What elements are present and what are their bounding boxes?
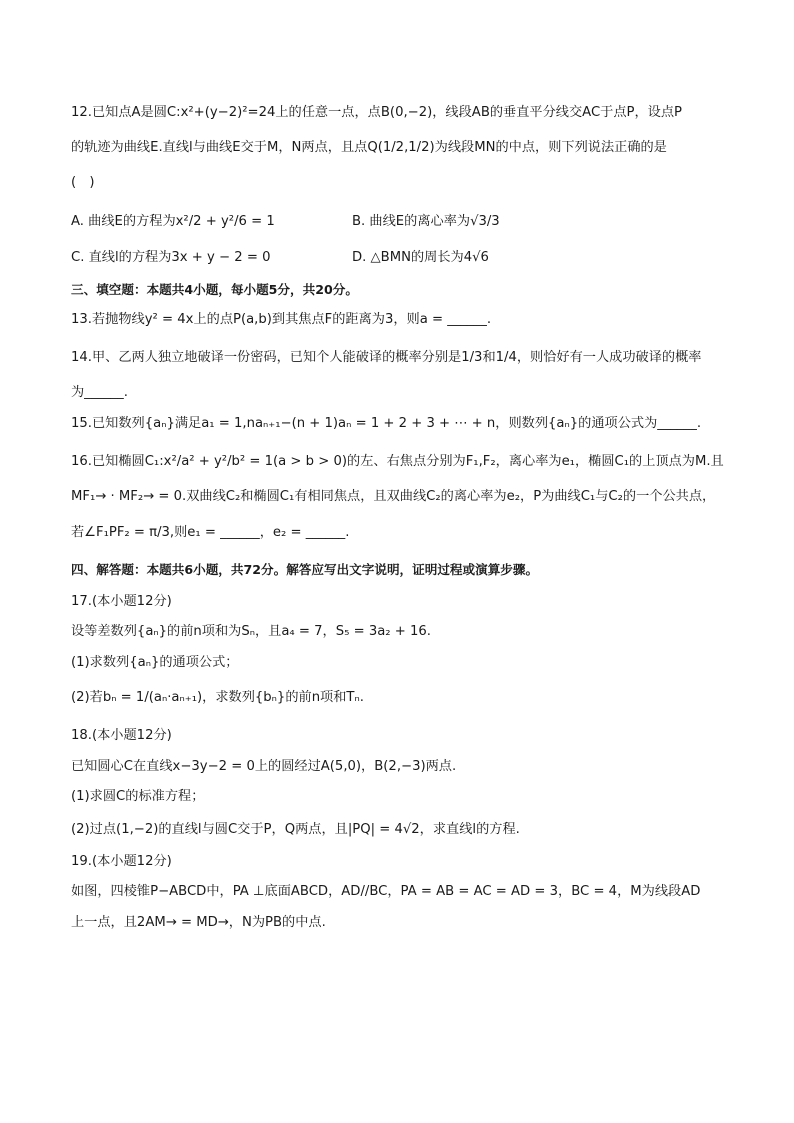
question-12-option-c: C. 直线l的方程为3x + y − 2 = 0 <box>71 250 271 265</box>
question-13: 13.若抛物线y² = 4x上的点P(a,b)到其焦点F的距离为3，则a = ______. <box>71 312 492 327</box>
question-18-part2: (2)过点(1,−2)的直线l与圆C交于P，Q两点，且|PQ| = 4√2，求直线l的方程. <box>71 822 520 837</box>
question-12-stem-line1: 12.已知点A是圆C:x²+(y−2)²=24上的任意一点，点B(0,−2)，线段AB的垂直平分线交AC于点P，设点P <box>71 105 683 120</box>
question-12-option-d: D. △BMN的周长为4√6 <box>352 250 489 265</box>
question-19-stem-line2: 上一点，且2AM→ = MD→，N为PB的中点. <box>71 915 326 930</box>
question-14-line1: 14.甲、乙两人独立地破译一份密码，已知个人能破译的概率分别是1/3和1/4，则恰好有一人成功破译的概率 <box>71 350 702 365</box>
question-12-option-b: B. 曲线E的离心率为√3/3 <box>352 214 500 229</box>
question-12-stem-line2: 的轨迹为曲线E.直线l与曲线E交于M，N两点，且点Q(1/2,1/2)为线段MN的中点，则下列说法正确的是 <box>71 140 667 155</box>
question-17-part1: (1)求数列{aₙ}的通项公式； <box>71 655 239 670</box>
question-14-line2: 为______. <box>71 385 128 400</box>
question-17-title: 17.(本小题12分) <box>71 594 172 609</box>
question-12-option-a: A. 曲线E的方程为x²/2 + y²/6 = 1 <box>71 214 275 229</box>
question-16-line2: MF₁→ · MF₂→ = 0.双曲线C₂和椭圆C₁有相同焦点，且双曲线C₂的离心率为e₂，P为曲线C₁与C₂的一个公共点， <box>71 489 716 504</box>
question-17-stem: 设等差数列{aₙ}的前n项和为Sₙ，且a₄ = 7，S₅ = 3a₂ + 16. <box>71 624 431 639</box>
question-17-part2: (2)若bₙ = 1/(aₙ·aₙ₊₁)，求数列{bₙ}的前n项和Tₙ. <box>71 690 364 705</box>
question-15: 15.已知数列{aₙ}满足a₁ = 1,naₙ₊₁−(n + 1)aₙ = 1 + 2 + 3 + ⋯ + n，则数列{aₙ}的通项公式为______. <box>71 416 702 431</box>
question-16-line1: 16.已知椭圆C₁:x²/a² + y²/b² = 1(a > b > 0)的左、右焦点分别为F₁,F₂，离心率为e₁，椭圆C₁的上顶点为M.且 <box>71 454 724 469</box>
question-12-answer-bracket: ( ) <box>71 175 95 190</box>
question-18-part1: (1)求圆C的标准方程； <box>71 789 205 804</box>
question-19-title: 19.(本小题12分) <box>71 854 172 869</box>
question-18-title: 18.(本小题12分) <box>71 728 172 743</box>
section-solution-heading: 四、解答题：本题共6小题，共72分。解答应写出文字说明，证明过程或演算步骤。 <box>71 562 539 577</box>
question-18-stem: 已知圆心C在直线x−3y−2 = 0上的圆经过A(5,0)，B(2,−3)两点. <box>71 759 457 774</box>
question-19-stem-line1: 如图，四棱锥P−ABCD中，PA ⊥底面ABCD，AD//BC，PA = AB = AC = AD = 3，BC = 4，M为线段AD <box>71 884 701 899</box>
section-fill-in-heading: 三、填空题：本题共4小题，每小题5分，共20分。 <box>71 282 358 297</box>
question-16-line3: 若∠F₁PF₂ = π/3,则e₁ = ______，e₂ = ______. <box>71 525 350 540</box>
